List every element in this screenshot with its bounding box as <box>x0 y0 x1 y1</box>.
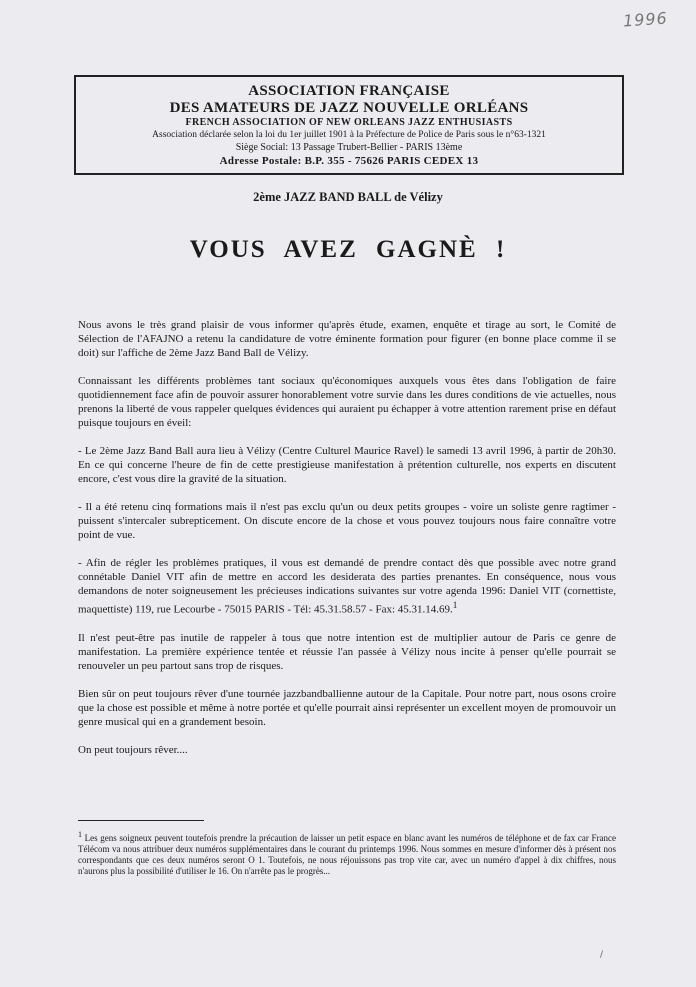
footnote <box>78 829 616 877</box>
header-association-subtitle: DES AMATEURS DE JAZZ NOUVELLE ORLÉANS <box>169 100 529 116</box>
footnote-text: Les gens soigneux peuvent toutefois prendre la précaution de laisser un petit espace en blanc avant les numéros de téléphone et de fax car France Télécom va nous attribuer deux numéros supplémentaires dans le courant du printemps 1996. Nous sommes en mesure d'informer dès à présent nos correspondants que ces deux numéros seront O 1. Toutefois, ne nous réjouissons pas trop vite car, avec un numéro d'appel à dix chiffres, nous n'aurons plus la possibilité d'utiliser le 16. On n'arrête pas le progrès... <box>78 833 616 876</box>
footnote-marker: 1 <box>78 830 82 839</box>
paragraph-formations: - Il a été retenu cinq formations mais il n'est pas exclu qu'un ou deux petits groupes - voire un soliste genre ragtimer - puissent s'intercaler subrepticement. On discute encore de la chose et vous pouvez toujours nous faire connaître votre point de vue. <box>78 501 616 541</box>
paragraph-intention: Il n'est peut-être pas inutile de rappeler à tous que notre intention est de multiplier autour de Paris ce genre de manifestation. La première expérience tentée et réussie l'an passée à Vélizy nous incite à penser qu'elle pourrait se renouveler un peu partout sans trop de risques. <box>78 631 616 672</box>
header-registered-office: Siège Social: 13 Passage Trubert-Bellier - PARIS 13ème <box>235 142 463 153</box>
paragraph-closing: On peut toujours rêver.... <box>78 743 188 756</box>
paragraph-date-venue: - Le 2ème Jazz Band Ball aura lieu à Vélizy (Centre Culturel Maurice Ravel) le samedi 13 avril 1996, à partir de 20h30. En ce qui concerne l'heure de fin de cette prestigieuse manifestation à prétention culturelle, nos experts en discutent encore, c'est vous dire la gravité de la situation. <box>78 445 616 485</box>
header-postal-address: Adresse Postale: B.P. 355 - 75626 PARIS CEDEX 13 <box>219 155 479 167</box>
paragraph-context: Connaissant les différents problèmes tant sociaux qu'économiques auxquels vous êtes dans l'obligation de faire quotidiennement face afin de pouvoir assurer honorablement votre survie dans les dures conditions de vie actuelles, nous prenons la liberté de vous rappeler quelques évidences qui auraient pu échapper à votre attention rarement prise en défaut puisque toujours en éveil: <box>78 375 616 429</box>
footnote-divider <box>78 820 204 821</box>
page-mark: / <box>599 950 603 960</box>
association-header <box>74 75 624 175</box>
header-legal-declaration: Association déclarée selon la loi du 1er juillet 1901 à la Préfecture de Police de Paris sous le n°63-1321 <box>152 130 546 140</box>
header-english-name: FRENCH ASSOCIATION OF NEW ORLEANS JAZZ ENTHUSIASTS <box>185 117 513 128</box>
footnote-reference: 1 <box>452 600 458 610</box>
paragraph-tour: Bien sûr on peut toujours rêver d'une tournée jazzbandballienne autour de la Capitale. Pour notre part, nous osons croire que la chose est possible et même à notre portée et qu'elle pourrait ainsi représenter un excellent moyen de promouvoir un genre musical qui en a grandement besoin. <box>78 687 616 728</box>
paragraph-intro: Nous avons le très grand plaisir de vous informer qu'après étude, examen, enquête et tirage au sort, le Comité de Sélection de l'AFAJNO a retenu la candidature de votre éminente formation pour figurer (en bonne place comme il se doit) sur l'affiche de 2ème Jazz Band Ball de Vélizy. <box>78 319 616 359</box>
header-association-name: ASSOCIATION FRANÇAISE <box>248 83 450 99</box>
headline: VOUS AVEZ GAGNÈ ! <box>189 236 507 263</box>
letter-body <box>78 318 616 771</box>
paragraph-contact <box>78 556 616 617</box>
paragraph-contact-text: - Afin de régler les problèmes pratiques, il vous est demandé de prendre contact dès que possible avec notre grand connétable Daniel VIT afin de mettre en accord les desiderata des parties prenantes. En conséquence, nous vous demandons de noter soigneusement les précieuses indications suivantes sur votre agenda 1996: Daniel VIT (cornettiste, maquettiste) 119, rue Lecourbe - 75015 PARIS - Tél: 45.31.58.57 - Fax: 45.31.14.69. <box>78 557 616 616</box>
event-title: 2ème JAZZ BAND BALL de Vélizy <box>253 190 443 204</box>
handwritten-year-note: 1996 <box>622 8 669 31</box>
